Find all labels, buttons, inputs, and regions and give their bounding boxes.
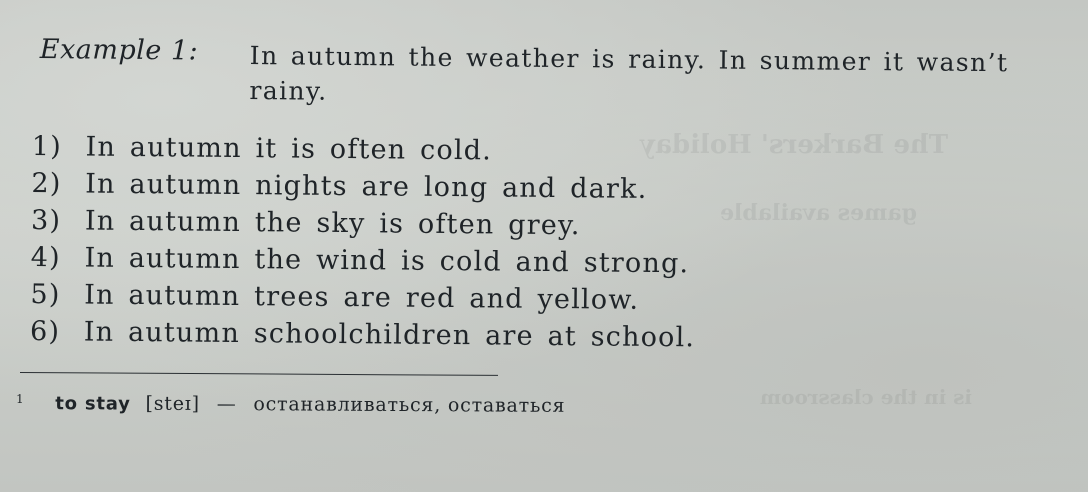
example-sentence-line-2: rainy. [249, 76, 328, 106]
footnote-dash: — [216, 393, 237, 416]
item-number: 3) [30, 204, 62, 237]
footnote [16, 392, 566, 417]
item-number: 4) [30, 241, 62, 274]
example-sentence [249, 38, 1080, 116]
example-sentence-line-1: In autumn the weather is rainy. In summer it wasn’t [249, 41, 1009, 78]
item-text: In autumn nights are long and dark. [85, 168, 648, 205]
item-text: In autumn schoolchildren are at school. [83, 316, 696, 354]
footnote-translation: останавливаться, оставаться [253, 393, 566, 417]
item-text: In autumn the wind is cold and strong. [84, 242, 690, 280]
sentence-list [30, 128, 1032, 360]
item-number: 2) [31, 167, 62, 200]
item-text: In autumn the sky is often grey. [84, 205, 581, 242]
item-text: In autumn it is often cold. [85, 131, 493, 167]
item-number: 1) [31, 130, 63, 163]
item-number: 6) [29, 315, 61, 348]
footnote-term: to stay [55, 393, 131, 415]
footnote-marker: 1 [15, 392, 25, 407]
footnote-transcription: [steɪ] [145, 392, 200, 415]
example-block [39, 30, 1080, 106]
bleed-through-text: games available [720, 200, 917, 226]
bleed-through-text: is in the classroom [760, 385, 973, 409]
bleed-through-text: The Barkers' Holiday [640, 130, 949, 160]
item-number: 5) [30, 278, 61, 311]
footnote-divider [20, 372, 498, 376]
item-text: In autumn trees are red and yellow. [84, 279, 640, 316]
example-label: Example 1: [39, 33, 199, 67]
